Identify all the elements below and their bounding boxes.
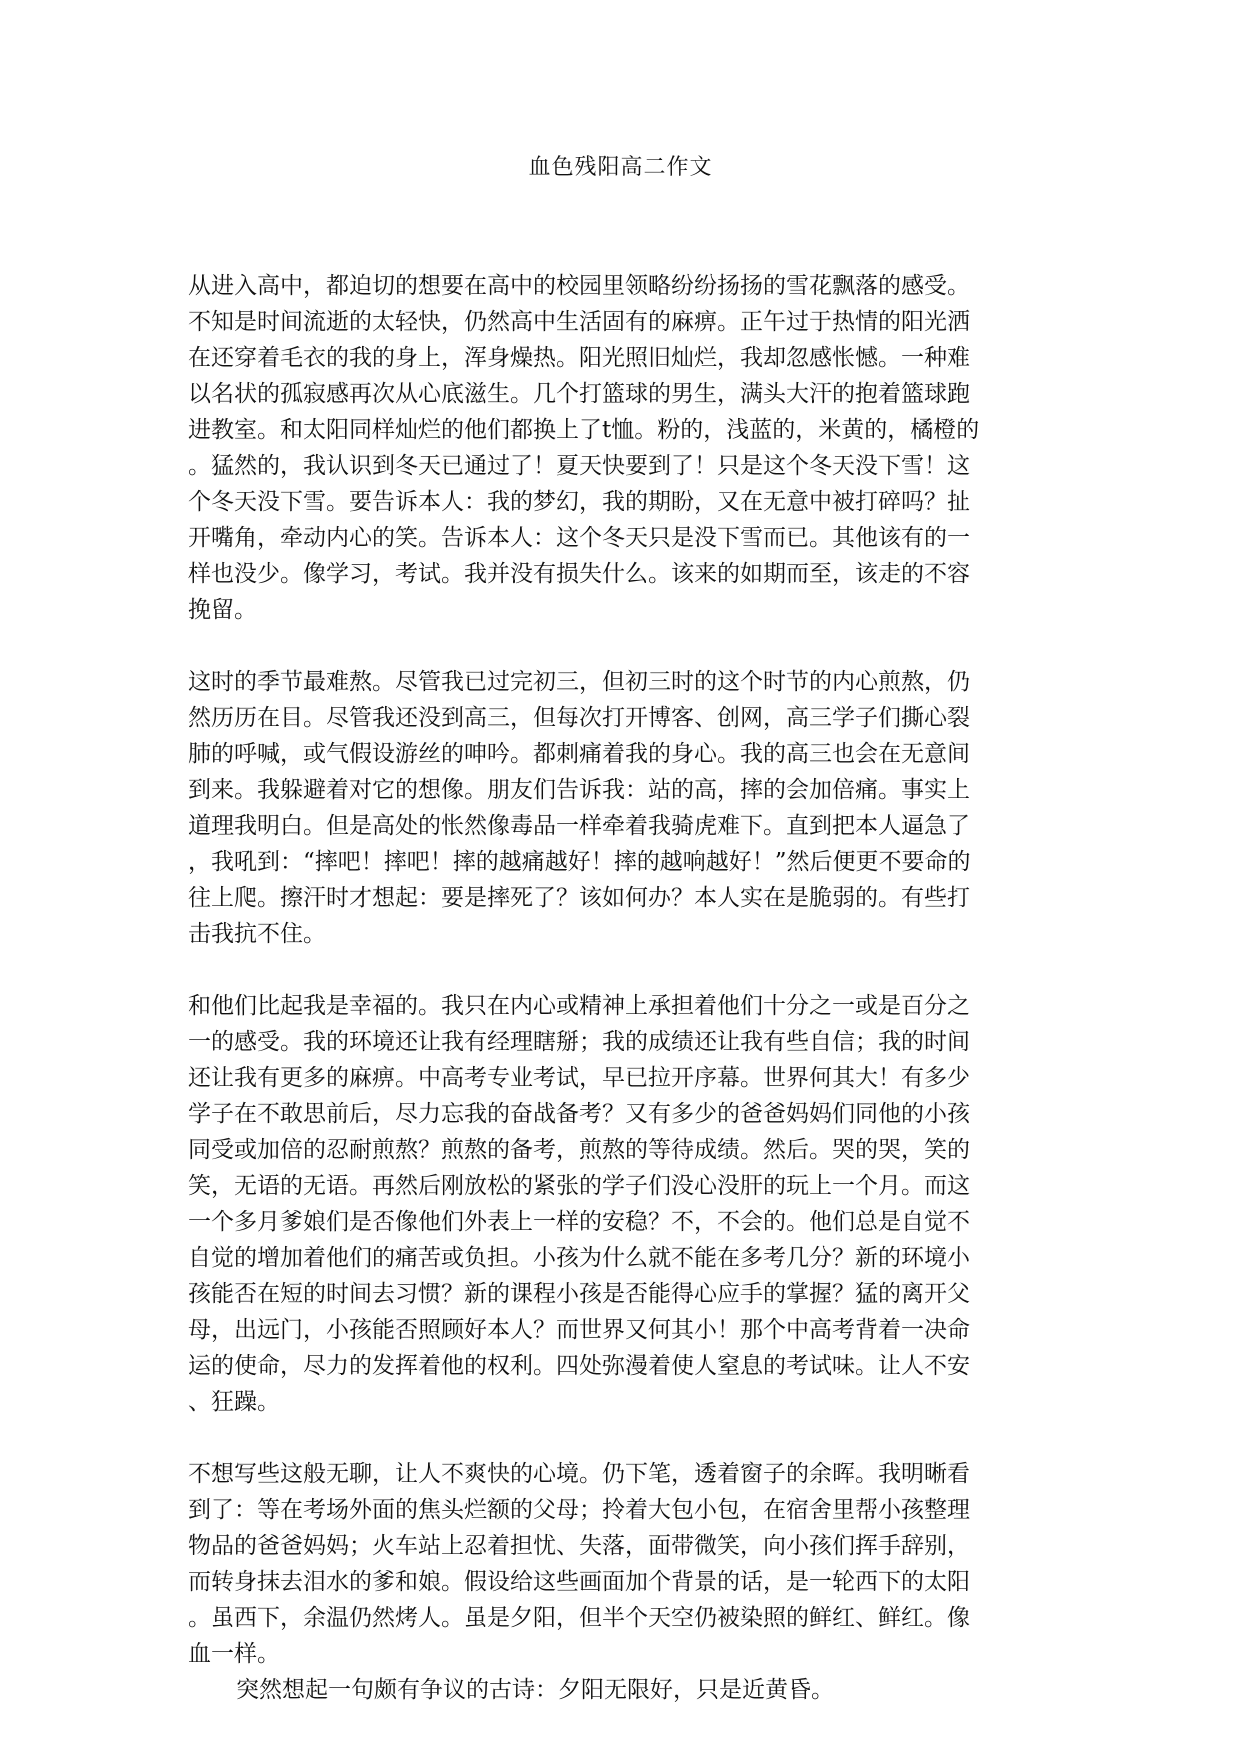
text-line: 一的感受。我的环境还让我有经理瞎掰；我的成绩还让我有些自信；我的时间 (188, 1029, 970, 1055)
essay-title: 血色残阳高二作文 (528, 155, 713, 180)
text-line: 还让我有更多的麻痹。中高考专业考试，早已拉开序幕。世界何其大！有多少 (188, 1065, 970, 1091)
text-line: 以名状的孤寂感再次从心底滋生。几个打篮球的男生，满头大汗的抱着篮球跑 (188, 381, 970, 407)
text-line: 母，出远门，小孩能否照顾好本人？而世界又何其小！那个中高考背着一决命 (188, 1317, 970, 1343)
text-line: 自觉的增加着他们的痛苦或负担。小孩为什么就不能在多考几分？新的环境小 (188, 1245, 970, 1271)
text-line: 、狂躁。 (188, 1389, 280, 1415)
text-line: 击我抗不住。 (188, 921, 326, 947)
text-line: 这时的季节最难熬。尽管我已过完初三，但初三时的这个时节的内心煎熬，仍 (188, 669, 970, 695)
text-line: 进教室。和太阳同样灿烂的他们都换上了t恤。粉的，浅蓝的，米黄的，橘橙的 (188, 417, 980, 443)
text-line: 孩能否在短的时间去习惯？新的课程小孩是否能得心应手的掌握？猛的离开父 (188, 1281, 970, 1307)
text-line: 到来。我躲避着对它的想像。朋友们告诉我：站的高，摔的会加倍痛。事实上 (188, 777, 970, 803)
text-line: ，我吼到：“摔吧！摔吧！摔的越痛越好！摔的越响越好！”然后便更不要命的 (188, 849, 971, 875)
paragraph-1 (188, 268, 1054, 628)
paragraph-2 (188, 664, 1054, 952)
text-line: 然历历在目。尽管我还没到高三，但每次打开博客、创网，高三学子们撕心裂 (188, 705, 970, 731)
text-line: 血一样。 (188, 1641, 280, 1667)
text-line: 个冬天没下雪。要告诉本人：我的梦幻，我的期盼，又在无意中被打碎吗？扯 (188, 489, 970, 515)
paragraph-4 (188, 1456, 1054, 1708)
text-line: 肺的呼喊，或气假设游丝的呻吟。都刺痛着我的身心。我的高三也会在无意间 (188, 741, 970, 767)
text-line: 。猛然的，我认识到冬天已通过了！夏天快要到了！只是这个冬天没下雪！这 (188, 453, 970, 479)
text-line: 学子在不敢思前后，尽力忘我的奋战备考？又有多少的爸爸妈妈们同他的小孩 (188, 1101, 970, 1127)
text-line: 和他们比起我是幸福的。我只在内心或精神上承担着他们十分之一或是百分之 (188, 993, 970, 1019)
text-line: 往上爬。擦汗时才想起：要是摔死了？该如何办？本人实在是脆弱的。有些打 (188, 885, 970, 911)
text-line: 到了：等在考场外面的焦头烂额的父母；拎着大包小包，在宿舍里帮小孩整理 (188, 1497, 970, 1523)
text-line: 运的使命，尽力的发挥着他的权利。四处弥漫着使人窒息的考试味。让人不安 (188, 1353, 970, 1379)
text-line: 同受或加倍的忍耐煎熬？煎熬的备考，煎熬的等待成绩。然后。哭的哭，笑的 (188, 1137, 970, 1163)
text-line: 样也没少。像学习，考试。我并没有损失什么。该来的如期而至，该走的不容 (188, 561, 970, 587)
text-line: 笑，无语的无语。再然后刚放松的紧张的学子们没心没肝的玩上一个月。而这 (188, 1173, 970, 1199)
text-line: 。虽西下，余温仍然烤人。虽是夕阳，但半个天空仍被染照的鲜红、鲜红。像 (188, 1605, 970, 1631)
text-line: 从进入高中，都迫切的想要在高中的校园里领略纷纷扬扬的雪花飘落的感受。 (188, 273, 970, 299)
text-line: 而转身抹去泪水的爹和娘。假设给这些画面加个背景的话，是一轮西下的太阳 (188, 1569, 970, 1595)
text-line: 开嘴角，牵动内心的笑。告诉本人：这个冬天只是没下雪而已。其他该有的一 (188, 525, 970, 551)
paragraph-3 (188, 988, 1054, 1420)
text-line: 在还穿着毛衣的我的身上，浑身燥热。阳光照旧灿烂，我却忽感怅憾。一种难 (188, 345, 970, 371)
text-line: 不想写些这般无聊，让人不爽快的心境。仍下笔，透着窗子的余晖。我明晰看 (188, 1461, 970, 1487)
essay-body (188, 268, 1054, 1744)
text-line: 不知是时间流逝的太轻快，仍然高中生活固有的麻痹。正午过于热情的阳光洒 (188, 309, 970, 335)
closing-line: 突然想起一句颇有争议的古诗：夕阳无限好，只是近黄昏。 (236, 1677, 834, 1703)
text-line: 挽留。 (188, 597, 257, 623)
text-line: 道理我明白。但是高处的怅然像毒品一样牵着我骑虎难下。直到把本人逼急了 (188, 813, 970, 839)
text-line: 物品的爸爸妈妈；火车站上忍着担忧、失落，面带微笑，向小孩们挥手辞别， (188, 1533, 970, 1559)
text-line: 一个多月爹娘们是否像他们外表上一样的安稳？不，不会的。他们总是自觉不 (188, 1209, 970, 1235)
